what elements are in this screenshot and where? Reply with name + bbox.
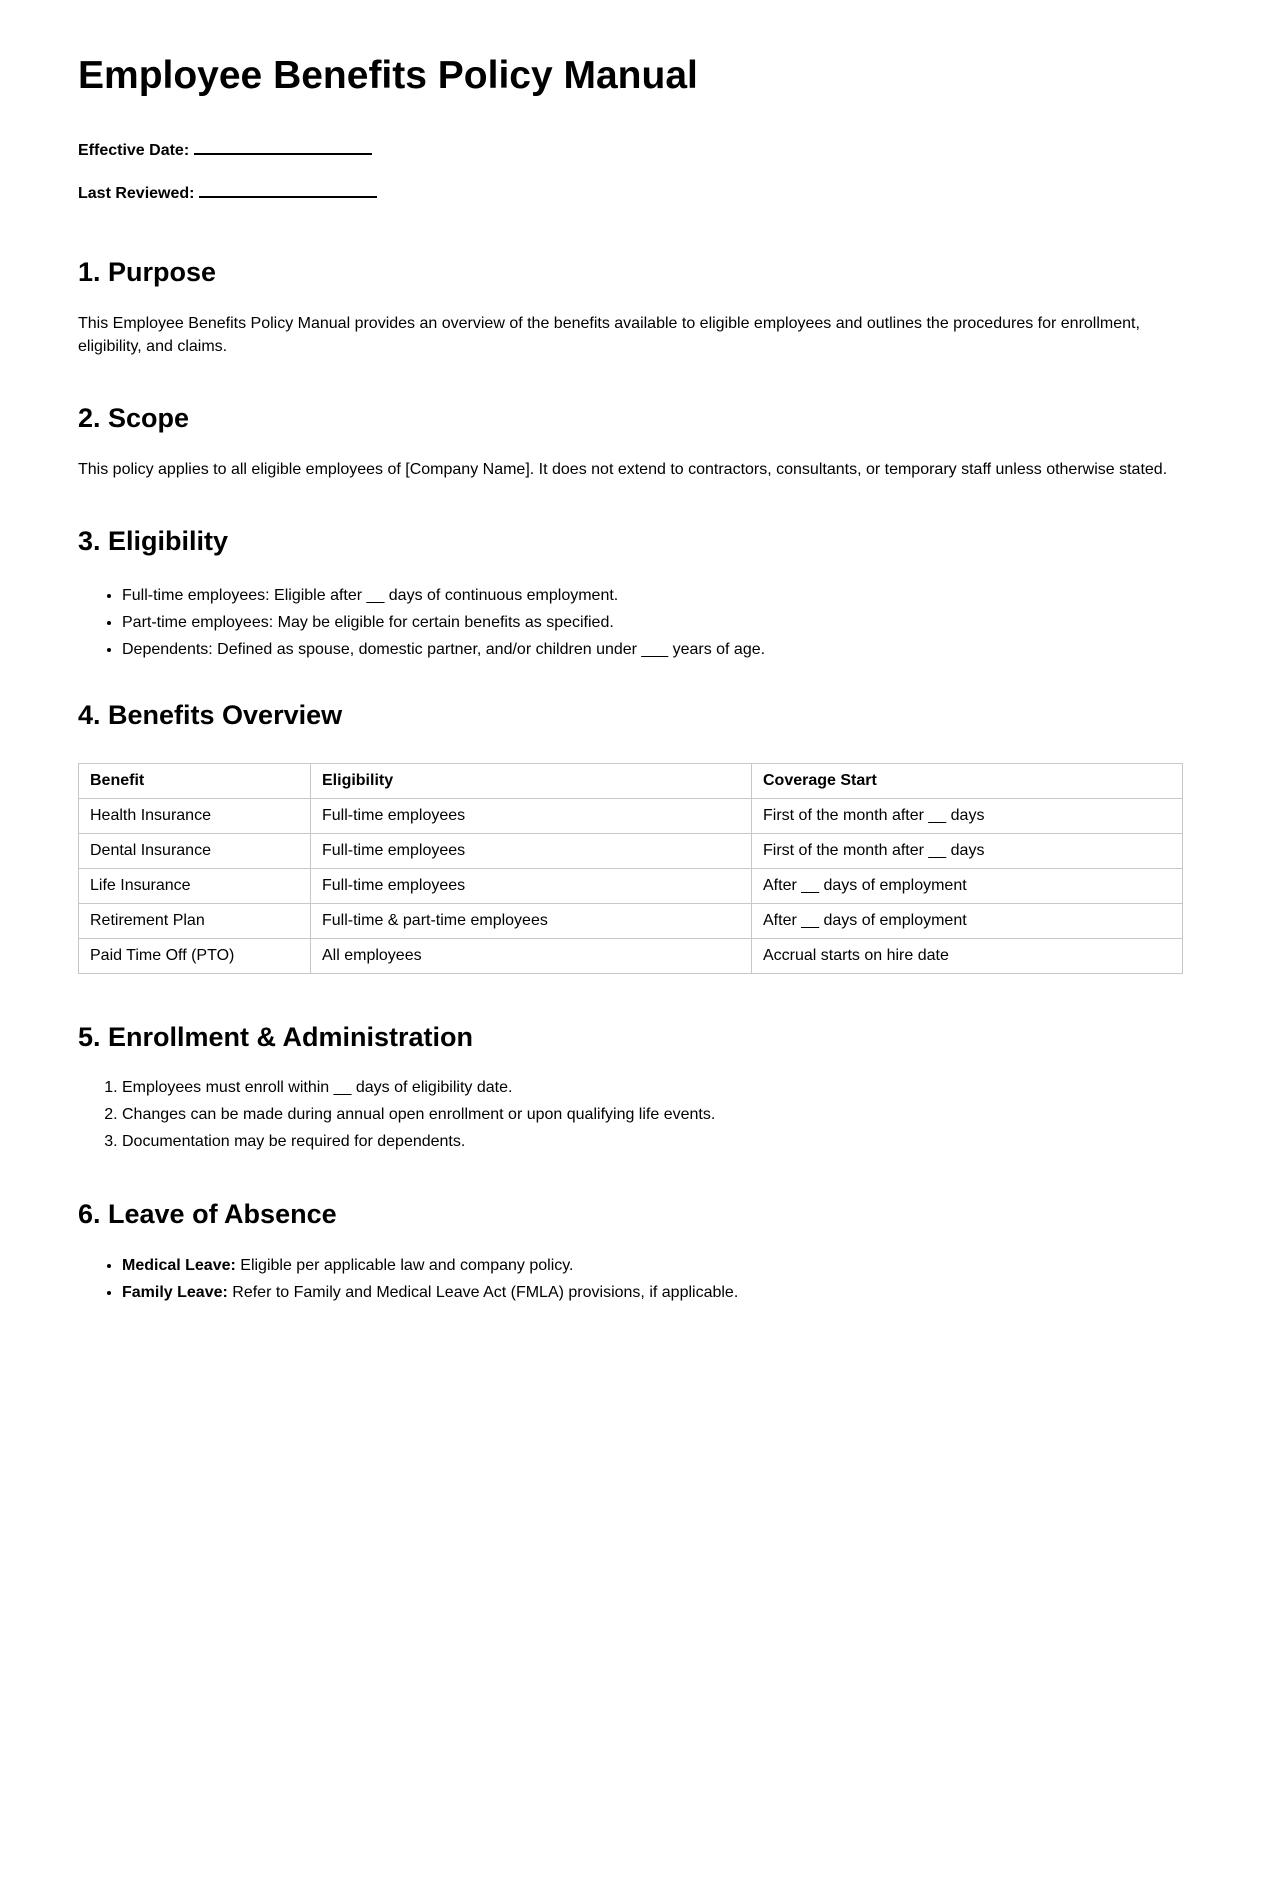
section-purpose (78, 257, 1185, 358)
section-eligibility-heading: 3. Eligibility (78, 526, 229, 556)
list-item: 3. Documentation may be required for dependents. (122, 1130, 1185, 1153)
list-item (122, 1254, 1185, 1277)
enrollment-numbered-list (78, 1076, 1185, 1153)
table-cell: First of the month after __ days (752, 799, 1183, 834)
section-scope-paragraph: This policy applies to all eligible employees of [Company Name]. It does not extend to contractors, consultants, or temporary staff unless otherwise stated. (78, 461, 1168, 478)
table-cell: Dental Insurance (79, 834, 311, 869)
section-enrollment-heading: 5. Enrollment & Administration (78, 1022, 474, 1052)
section-scope (78, 403, 1185, 481)
table-row (79, 799, 1183, 834)
list-item (122, 1281, 1185, 1304)
column-header-eligibility: Eligibility (311, 764, 752, 799)
list-item-text: Refer to Family and Medical Leave Act (FMLA) provisions, if applicable. (227, 1284, 739, 1301)
leave-bullet-list (78, 1254, 1185, 1304)
list-item: • Part-time employees: May be eligible for certain benefits as specified. (122, 611, 1185, 634)
table-cell: Paid Time Off (PTO) (79, 939, 311, 974)
table-cell: Full-time & part-time employees (311, 904, 752, 939)
section-leave-of-absence-heading: 6. Leave of Absence (78, 1199, 337, 1229)
list-item-text: Eligible per applicable law and company policy. (235, 1257, 574, 1274)
section-purpose-paragraph: This Employee Benefits Policy Manual provides an overview of the benefits available to eligible employees and outlines the procedures for enrollment, eligibility, and claims. (78, 315, 1140, 355)
table-row (79, 869, 1183, 904)
table-row (79, 834, 1183, 869)
table-header-row (79, 764, 1183, 799)
table-cell: Life Insurance (79, 869, 311, 904)
last-reviewed-blank-line (199, 184, 377, 198)
effective-date-label: Effective Date: (78, 142, 190, 159)
table-cell: Full-time employees (311, 799, 752, 834)
table-cell: Retirement Plan (79, 904, 311, 939)
table-row (79, 939, 1183, 974)
section-scope-heading: 2. Scope (78, 403, 190, 433)
table-cell: Full-time employees (311, 869, 752, 904)
table-cell: All employees (311, 939, 752, 974)
table-cell: Full-time employees (311, 834, 752, 869)
section-enrollment (78, 1022, 1185, 1153)
table-cell: After __ days of employment (752, 904, 1183, 939)
section-purpose-heading: 1. Purpose (78, 257, 217, 287)
list-item: • Dependents: Defined as spouse, domestic partner, and/or children under ___ years of age. (122, 638, 1185, 661)
list-item-bold-lead: Family Leave: (122, 1284, 228, 1301)
eligibility-bullet-list (78, 584, 1185, 661)
section-eligibility (78, 526, 1185, 661)
effective-date-field (78, 141, 1185, 161)
list-item-bold-lead: Medical Leave: (122, 1257, 236, 1274)
effective-date-blank-line (194, 141, 372, 155)
section-benefits-overview-heading: 4. Benefits Overview (78, 700, 343, 730)
last-reviewed-label: Last Reviewed: (78, 185, 195, 202)
column-header-benefit: Benefit (79, 764, 311, 799)
table-cell: Accrual starts on hire date (752, 939, 1183, 974)
last-reviewed-field (78, 184, 1185, 204)
table-cell: After __ days of employment (752, 869, 1183, 904)
list-item: 1. Employees must enroll within __ days of eligibility date. (122, 1076, 1185, 1099)
table-cell: Health Insurance (79, 799, 311, 834)
column-header-coverage-start: Coverage Start (752, 764, 1183, 799)
section-benefits-overview (78, 700, 1185, 974)
section-leave-of-absence (78, 1199, 1185, 1304)
benefits-table (78, 763, 1183, 974)
table-row (79, 904, 1183, 939)
table-cell: First of the month after __ days (752, 834, 1183, 869)
list-item: • Full-time employees: Eligible after __ days of continuous employment. (122, 584, 1185, 607)
list-item: 2. Changes can be made during annual open enrollment or upon qualifying life events. (122, 1103, 1185, 1126)
page-title: Employee Benefits Policy Manual (78, 54, 698, 97)
